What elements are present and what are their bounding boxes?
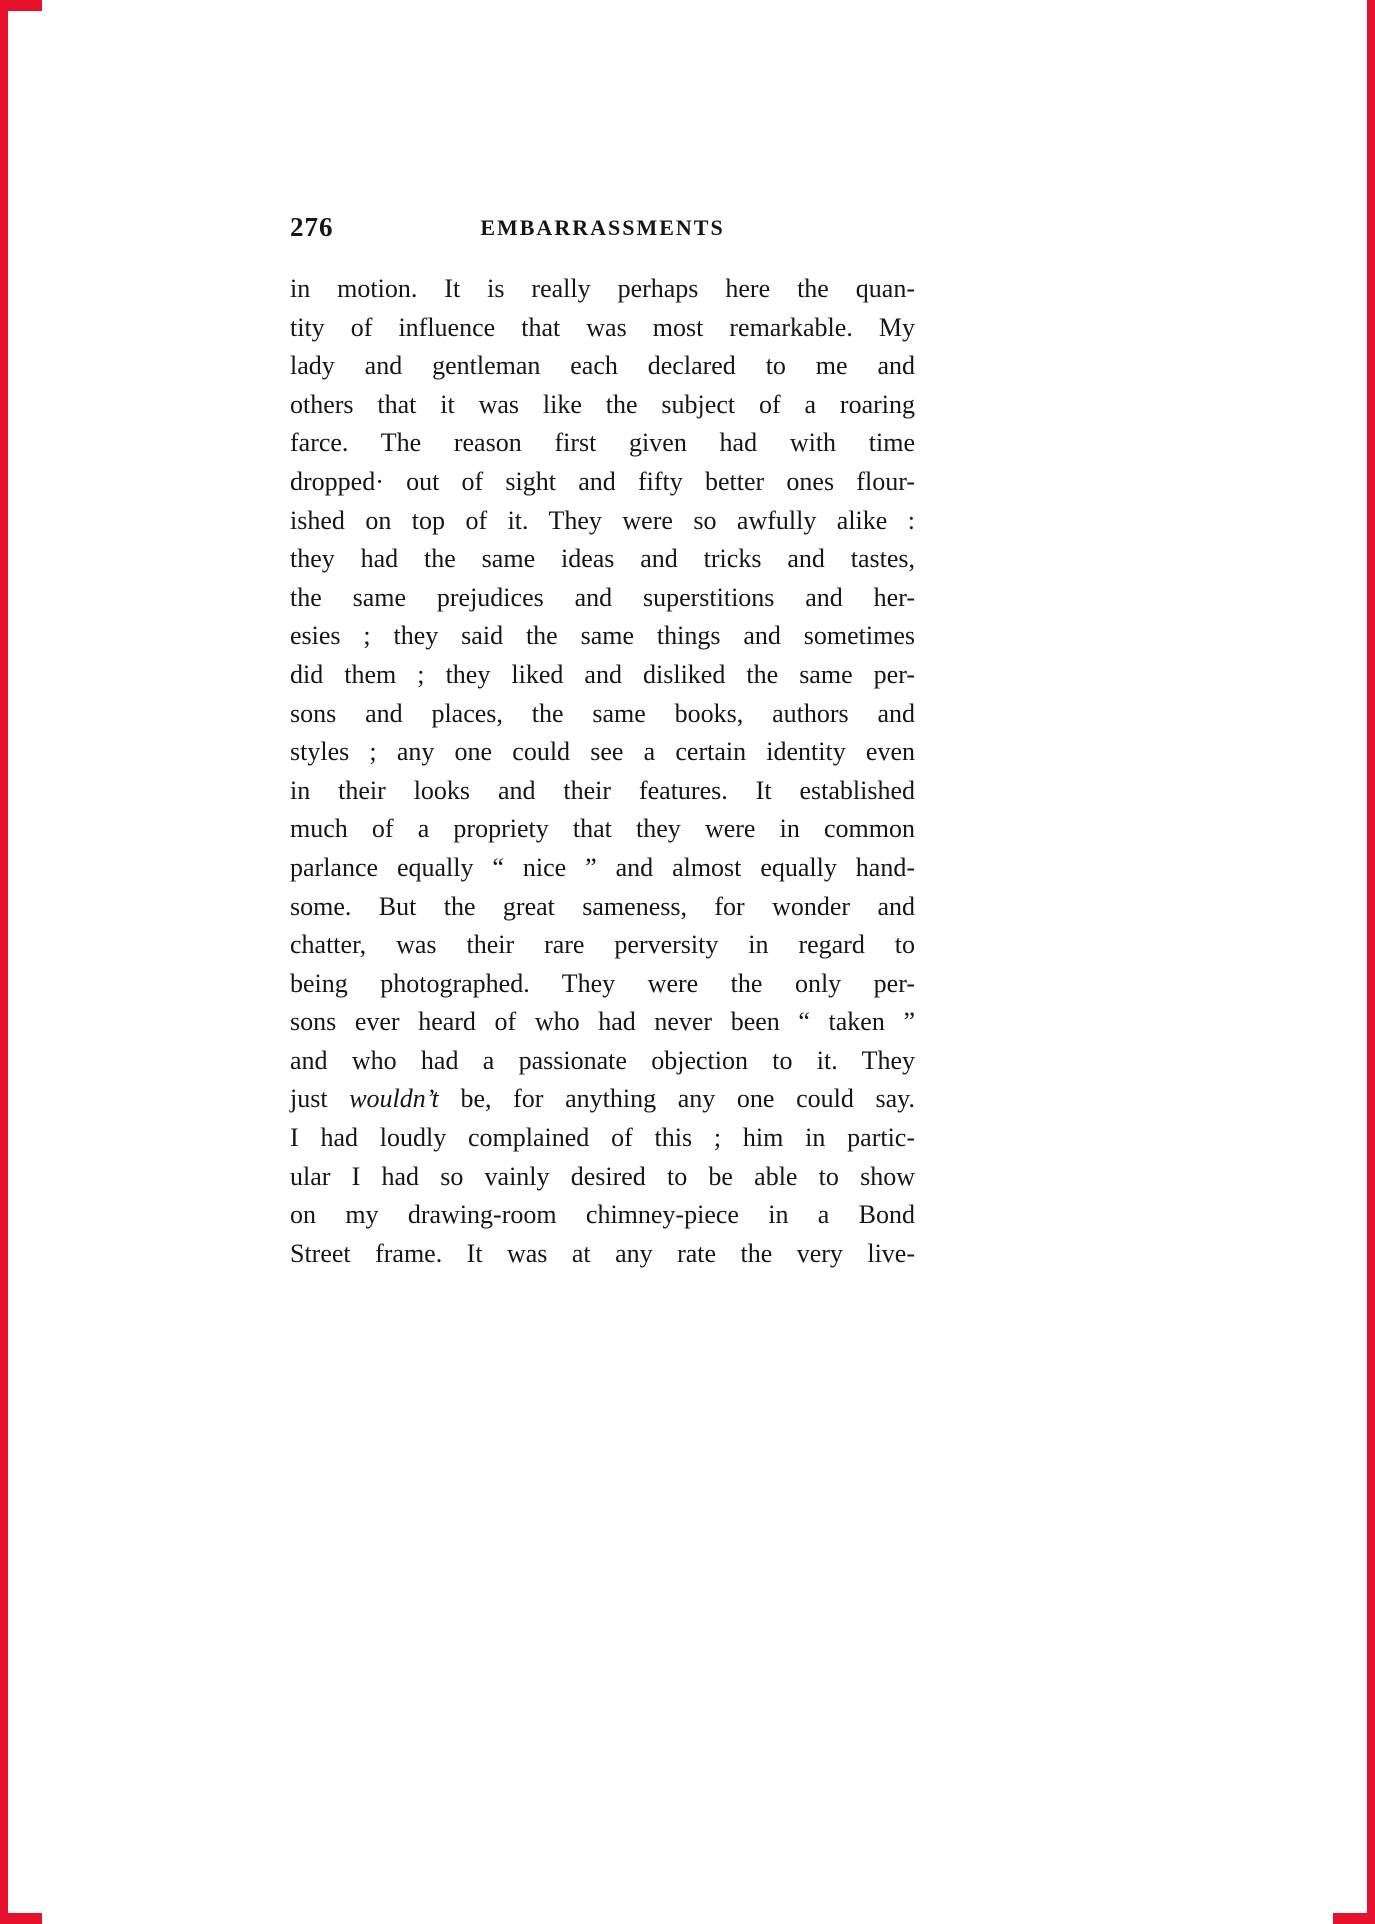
text-line: dropped· out of sight and fifty better ones flour- bbox=[290, 466, 915, 496]
text-line: esies ; they said the same things and sometimes bbox=[290, 621, 915, 651]
page-header bbox=[290, 212, 915, 246]
text-line: the same prejudices and superstitions and her- bbox=[290, 582, 915, 612]
text-line: some. But the great sameness, for wonder and bbox=[290, 891, 915, 921]
text-line: tity of influence that was most remarkable. My bbox=[290, 312, 915, 342]
text-line: parlance equally “ nice ” and almost equally hand- bbox=[290, 852, 915, 882]
text-line: Street frame. It was at any rate the very live- bbox=[290, 1238, 915, 1268]
text-line: being photographed. They were the only per- bbox=[290, 968, 915, 998]
text-line: on my drawing-room chimney-piece in a Bond bbox=[290, 1200, 915, 1230]
page-number: 276 bbox=[290, 212, 334, 242]
text-line: they had the same ideas and tricks and tastes, bbox=[290, 544, 915, 574]
red-edge-bottom-left bbox=[0, 1913, 42, 1924]
text-line: in motion. It is really perhaps here the quan- bbox=[290, 274, 915, 303]
text-line: ular I had so vainly desired to be able to show bbox=[290, 1161, 915, 1191]
text-line: ished on top of it. They were so awfully alike : bbox=[290, 505, 915, 535]
red-edge-top-left bbox=[0, 0, 42, 11]
running-header: EMBARRASSMENTS bbox=[480, 215, 725, 240]
red-edge-right bbox=[1367, 0, 1375, 1924]
text-line: sons and places, the same books, authors and bbox=[290, 698, 915, 728]
text-line: much of a propriety that they were in common bbox=[290, 814, 915, 844]
text-line: farce. The reason first given had with time bbox=[290, 428, 915, 458]
red-edge-left bbox=[0, 0, 8, 1924]
text-line: I had loudly complained of this ; him in partic- bbox=[290, 1123, 915, 1153]
text-line: lady and gentleman each declared to me and bbox=[290, 351, 915, 381]
body-text bbox=[290, 270, 915, 1273]
text-line: others that it was like the subject of a roaring bbox=[290, 389, 915, 419]
text-line: in their looks and their features. It established bbox=[290, 775, 915, 805]
text-line: and who had a passionate objection to it. They bbox=[290, 1045, 915, 1075]
text-line: did them ; they liked and disliked the same per- bbox=[290, 659, 915, 689]
text-line: styles ; any one could see a certain identity even bbox=[290, 737, 915, 767]
text-line: chatter, was their rare perversity in regard to bbox=[290, 930, 915, 960]
text-column bbox=[290, 212, 915, 1273]
red-edge-bottom-right bbox=[1333, 1913, 1375, 1924]
text-line: just wouldn’t be, for anything any one could say. bbox=[290, 1084, 915, 1114]
text-line: sons ever heard of who had never been “ taken ” bbox=[290, 1007, 915, 1037]
